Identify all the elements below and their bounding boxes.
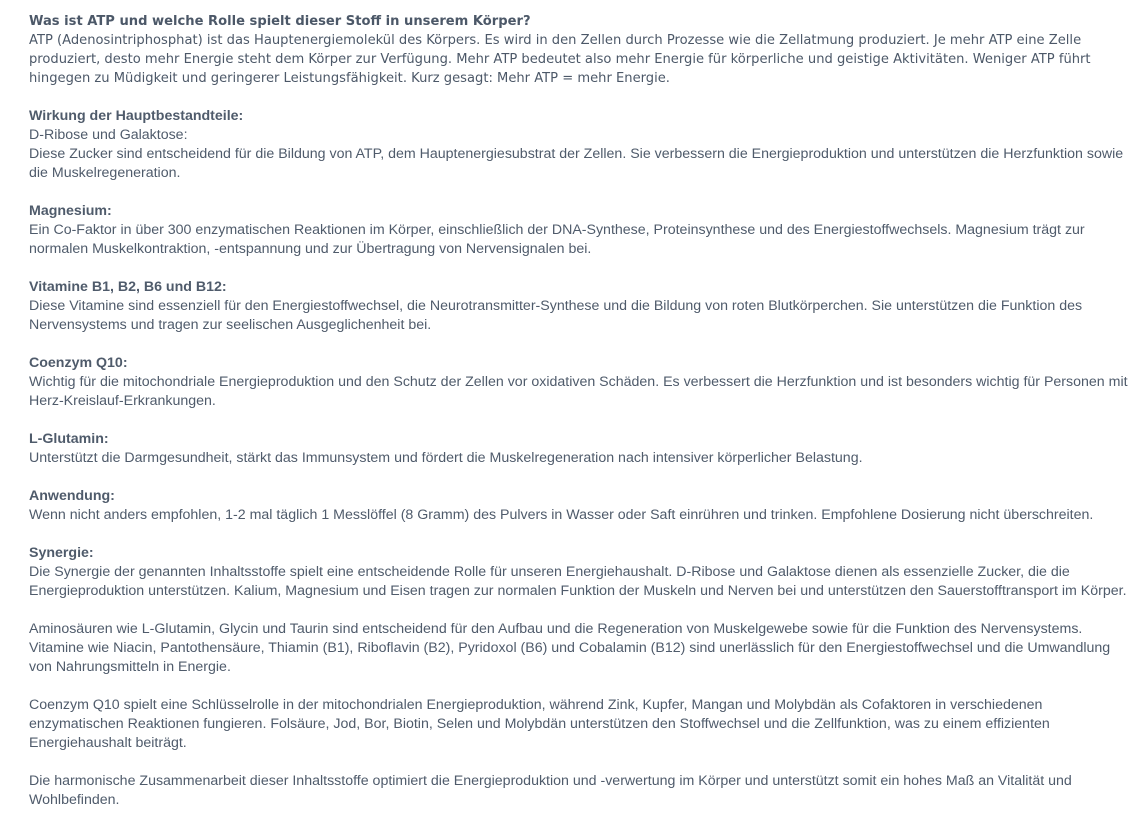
atp-question: Was ist ATP und welche Rolle spielt dieser Stoff in unserem Körper?	[29, 14, 531, 29]
section-magnesium	[29, 202, 1134, 259]
section-anwendung	[29, 487, 1134, 525]
synergie-paragraph: Die harmonische Zusammenarbeit dieser Inhaltsstoffe optimiert die Energieproduktion und -verwertung im Körper und unterstützt somit ein hohes Maß an Vitalität und Wohlbefinden.	[29, 773, 1072, 808]
section-subheading: D-Ribose und Galaktose:	[29, 127, 188, 143]
section-text: Wenn nicht anders empfohlen, 1-2 mal täglich 1 Messlöffel (8 Gramm) des Pulvers in Wasser oder Saft einrühren und trinken. Empfohlene Dosierung nicht überschreiten.	[29, 507, 1094, 523]
section-heading: Coenzym Q10:	[29, 355, 128, 371]
section-text: Diese Vitamine sind essenziell für den Energiestoffwechsel, die Neurotransmitter-Synthese und die Bildung von roten Blutkörperchen. Sie unterstützen die Funktion des Nervensystems und tragen zur seelischen Ausgeglichenheit bei.	[29, 298, 1083, 333]
section-coenzym	[29, 354, 1134, 411]
section-text: Die Synergie der genannten Inhaltsstoffe spielt eine entscheidende Rolle für unseren Energiehaushalt. D-Ribose und Galaktose dienen als essenzielle Zucker, die die Energieproduktion unterstützen. Kalium, Magnesium und Eisen tragen zur normalen Funktion der Muskeln und Nerven bei und unterstützen den Sauerstofftransport im Körper.	[29, 564, 1127, 599]
section-text: Ein Co-Faktor in über 300 enzymatischen Reaktionen im Körper, einschließlich der DNA-Synthese, Proteinsynthese und des Energiestoffwechsels. Magnesium trägt zur normalen Muskelkontraktion, -entspannung und zur Übertragung von Nervensignalen bei.	[29, 222, 1085, 257]
atp-answer: ATP (Adenosintriphosphat) ist das Hauptenergiemolekül des Körpers. Es wird in den Zellen durch Prozesse wie die Zellatmung produziert. Je mehr ATP eine Zelle produziert, desto mehr Energie steht dem Körper zur Verfügung. Mehr ATP bedeutet also mehr Energie für körperliche und geistige Aktivitäten. Weniger ATP führt hingegen zu Müdigkeit und geringerer Leistungsfähigkeit. Kurz gesagt: Mehr ATP = mehr Energie.	[29, 33, 1091, 86]
section-text: Wichtig für die mitochondriale Energieproduktion und den Schutz der Zellen vor oxidativen Schäden. Es verbessert die Herzfunktion und ist besonders wichtig für Personen mit Herz-Kreislauf-Erkrankungen.	[29, 374, 1128, 409]
section-heading: Anwendung:	[29, 488, 115, 504]
section-text: Unterstützt die Darmgesundheit, stärkt das Immunsystem und fördert die Muskelregeneration nach intensiver körperlicher Belastung.	[29, 450, 863, 466]
section-text: Diese Zucker sind entscheidend für die Bildung von ATP, dem Hauptenergiesubstrat der Zellen. Sie verbessern die Energieproduktion und unterstützen die Herzfunktion sowie die Muskelregeneration.	[29, 146, 1124, 181]
product-description	[29, 12, 1134, 829]
synergie-paragraph: Aminosäuren wie L-Glutamin, Glycin und Taurin sind entscheidend für den Aufbau und die Regeneration von Muskelgewebe sowie für die Funktion des Nervensystems. Vitamine wie Niacin, Pantothensäure, Thiamin (B1), Riboflavin (B2), Pyridoxol (B6) und Cobalamin (B12) sind unerlässlich für den Energiestoffwechsel und die Umwandlung von Nahrungsmitteln in Energie.	[29, 621, 1111, 675]
synergie-paragraph: Coenzym Q10 spielt eine Schlüsselrolle in der mitochondrialen Energieproduktion, während Zink, Kupfer, Mangan und Molybdän als Cofaktoren in verschiedenen enzymatischen Reaktionen fungieren. Folsäure, Jod, Bor, Biotin, Selen und Molybdän unterstützen den Stoffwechsel und die Zellfunktion, was zu einem effizienten Energiehaushalt beiträgt.	[29, 697, 1050, 751]
atp-intro	[29, 12, 1134, 88]
section-wirkung	[29, 107, 1134, 183]
section-heading: L-Glutamin:	[29, 431, 109, 447]
section-synergie	[29, 544, 1134, 601]
section-heading: Magnesium:	[29, 203, 112, 219]
section-vitamine	[29, 278, 1134, 335]
section-heading: Synergie:	[29, 545, 94, 561]
section-heading: Wirkung der Hauptbestandteile:	[29, 108, 244, 124]
section-glutamin	[29, 430, 1134, 468]
section-heading: Vitamine B1, B2, B6 und B12:	[29, 279, 227, 295]
